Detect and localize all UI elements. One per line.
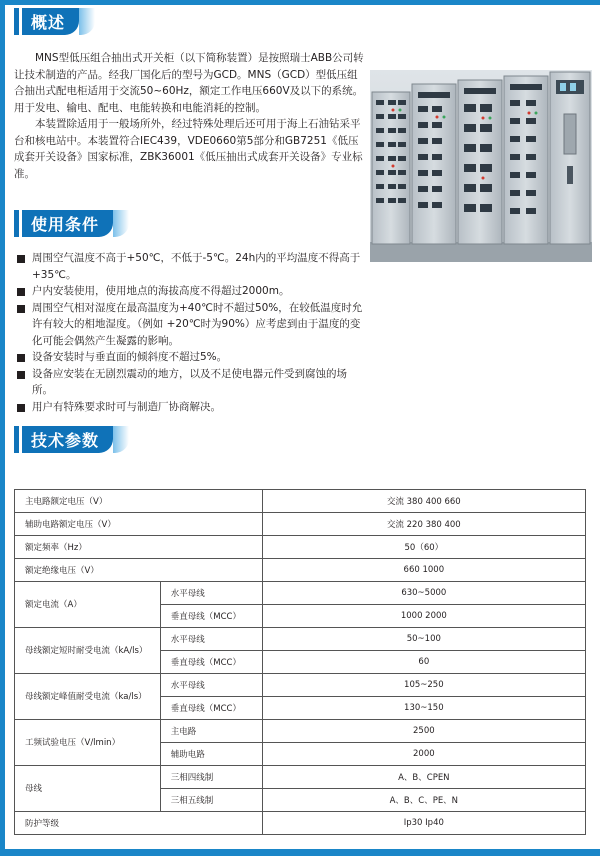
- overview-text: [14, 50, 366, 182]
- overview-paragraph-2: 本装置除适用于一般场所外，经过特殊处理后还可用于海上石油钻采平台和核电站中。本装置符合IEC439，VDE0660第5部分和GB7251《低压成套开关设备》国家标准，ZBK36001《低压抽出式成套开关设备》专业标准。: [14, 118, 363, 180]
- param-sublabel: 主电路: [160, 719, 262, 742]
- table-row: [15, 581, 586, 604]
- param-sublabel: 三相五线制: [160, 788, 262, 811]
- table-row: [15, 627, 586, 650]
- overview-paragraph-1: MNS型低压组合抽出式开关柜（以下简称装置）是按照瑞士ABB公司转让技术制造的产品。经我厂国化后的型号为GCD。MNS（GCD）型低压组合抽出式配电柜适用于交流50~60Hz，额定工作电压660V及以下的系统。用于发电、输电、配电、电能转换和电能消耗的控制。: [14, 52, 364, 114]
- param-label: 主电路额定电压（V）: [15, 489, 263, 512]
- condition-item: 周围空气温度不高于+50℃，不低于-5℃。24h内的平均温度不得高于+35℃。: [14, 250, 366, 283]
- switchgear-cabinet-photo: [370, 70, 592, 262]
- param-label: 母线额定峰值耐受电流（ka/ls）: [15, 673, 161, 719]
- table-row: [15, 673, 586, 696]
- param-value: 630~5000: [262, 581, 585, 604]
- param-label: 辅助电路额定电压（V）: [15, 512, 263, 535]
- param-sublabel: 水平母线: [160, 627, 262, 650]
- left-accent-bar: [0, 0, 5, 856]
- param-sublabel: 水平母线: [160, 673, 262, 696]
- param-value: A、B、CPEN: [262, 765, 585, 788]
- param-sublabel: 水平母线: [160, 581, 262, 604]
- param-value: 50（60）: [262, 535, 585, 558]
- table-row: [15, 535, 586, 558]
- param-label: 工频试验电压（V/lmin）: [15, 719, 161, 765]
- table-row: [15, 489, 586, 512]
- param-value: 130~150: [262, 696, 585, 719]
- param-value: 2000: [262, 742, 585, 765]
- param-label: 额定绝缘电压（V）: [15, 558, 263, 581]
- param-value: Ip30 Ip40: [262, 811, 585, 834]
- table-header-spacer: [15, 472, 586, 489]
- conditions-list: [14, 250, 366, 415]
- param-value: 交流 380 400 660: [262, 489, 585, 512]
- param-value: 交流 220 380 400: [262, 512, 585, 535]
- param-value: 660 1000: [262, 558, 585, 581]
- param-sublabel: 垂直母线（MCC）: [160, 604, 262, 627]
- param-label: 母线额定短时耐受电流（kA/ls）: [15, 627, 161, 673]
- condition-item: 设备应安装在无剧烈震动的地方，以及不足使电器元件受到腐蚀的场所。: [14, 366, 366, 399]
- param-value: 2500: [262, 719, 585, 742]
- param-sublabel: 垂直母线（MCC）: [160, 696, 262, 719]
- param-value: 50~100: [262, 627, 585, 650]
- table-row: [15, 512, 586, 535]
- table-row: [15, 719, 586, 742]
- param-label: 额定电流（A）: [15, 581, 161, 627]
- condition-item: 用户有特殊要求时可与制造厂协商解决。: [14, 399, 366, 416]
- table-row: [15, 558, 586, 581]
- top-accent-bar: [0, 0, 600, 5]
- condition-item: 周围空气相对湿度在最高温度为+40℃时不超过50%，在较低温度时允许有较大的相地湿度。（例如 +20℃时为90%）应考虑到由于温度的变化可能会偶然产生凝露的影响。: [14, 300, 366, 350]
- table-row: [15, 811, 586, 834]
- param-label: 母线: [15, 765, 161, 811]
- table-row: [15, 765, 586, 788]
- param-value: 105~250: [262, 673, 585, 696]
- param-value: 1000 2000: [262, 604, 585, 627]
- section-heading-params: [14, 426, 113, 453]
- param-label: 额定频率（Hz）: [15, 535, 263, 558]
- param-sublabel: 辅助电路: [160, 742, 262, 765]
- section-title-conditions: 使用条件: [22, 210, 113, 237]
- technical-parameters-table: [14, 472, 586, 835]
- section-heading-conditions: [14, 210, 113, 237]
- param-label: 防护等级: [15, 811, 263, 834]
- param-sublabel: 三相四线制: [160, 765, 262, 788]
- section-heading-overview: [14, 8, 79, 35]
- section-title-overview: 概述: [22, 8, 79, 35]
- section-title-params: 技术参数: [22, 426, 113, 453]
- condition-item: 户内安装使用，使用地点的海拔高度不得超过2000m。: [14, 283, 366, 300]
- param-value: A、B、C、PE、N: [262, 788, 585, 811]
- condition-item: 设备安装时与垂直面的倾斜度不超过5%。: [14, 349, 366, 366]
- param-sublabel: 垂直母线（MCC）: [160, 650, 262, 673]
- param-value: 60: [262, 650, 585, 673]
- bottom-accent-bar: [0, 849, 600, 856]
